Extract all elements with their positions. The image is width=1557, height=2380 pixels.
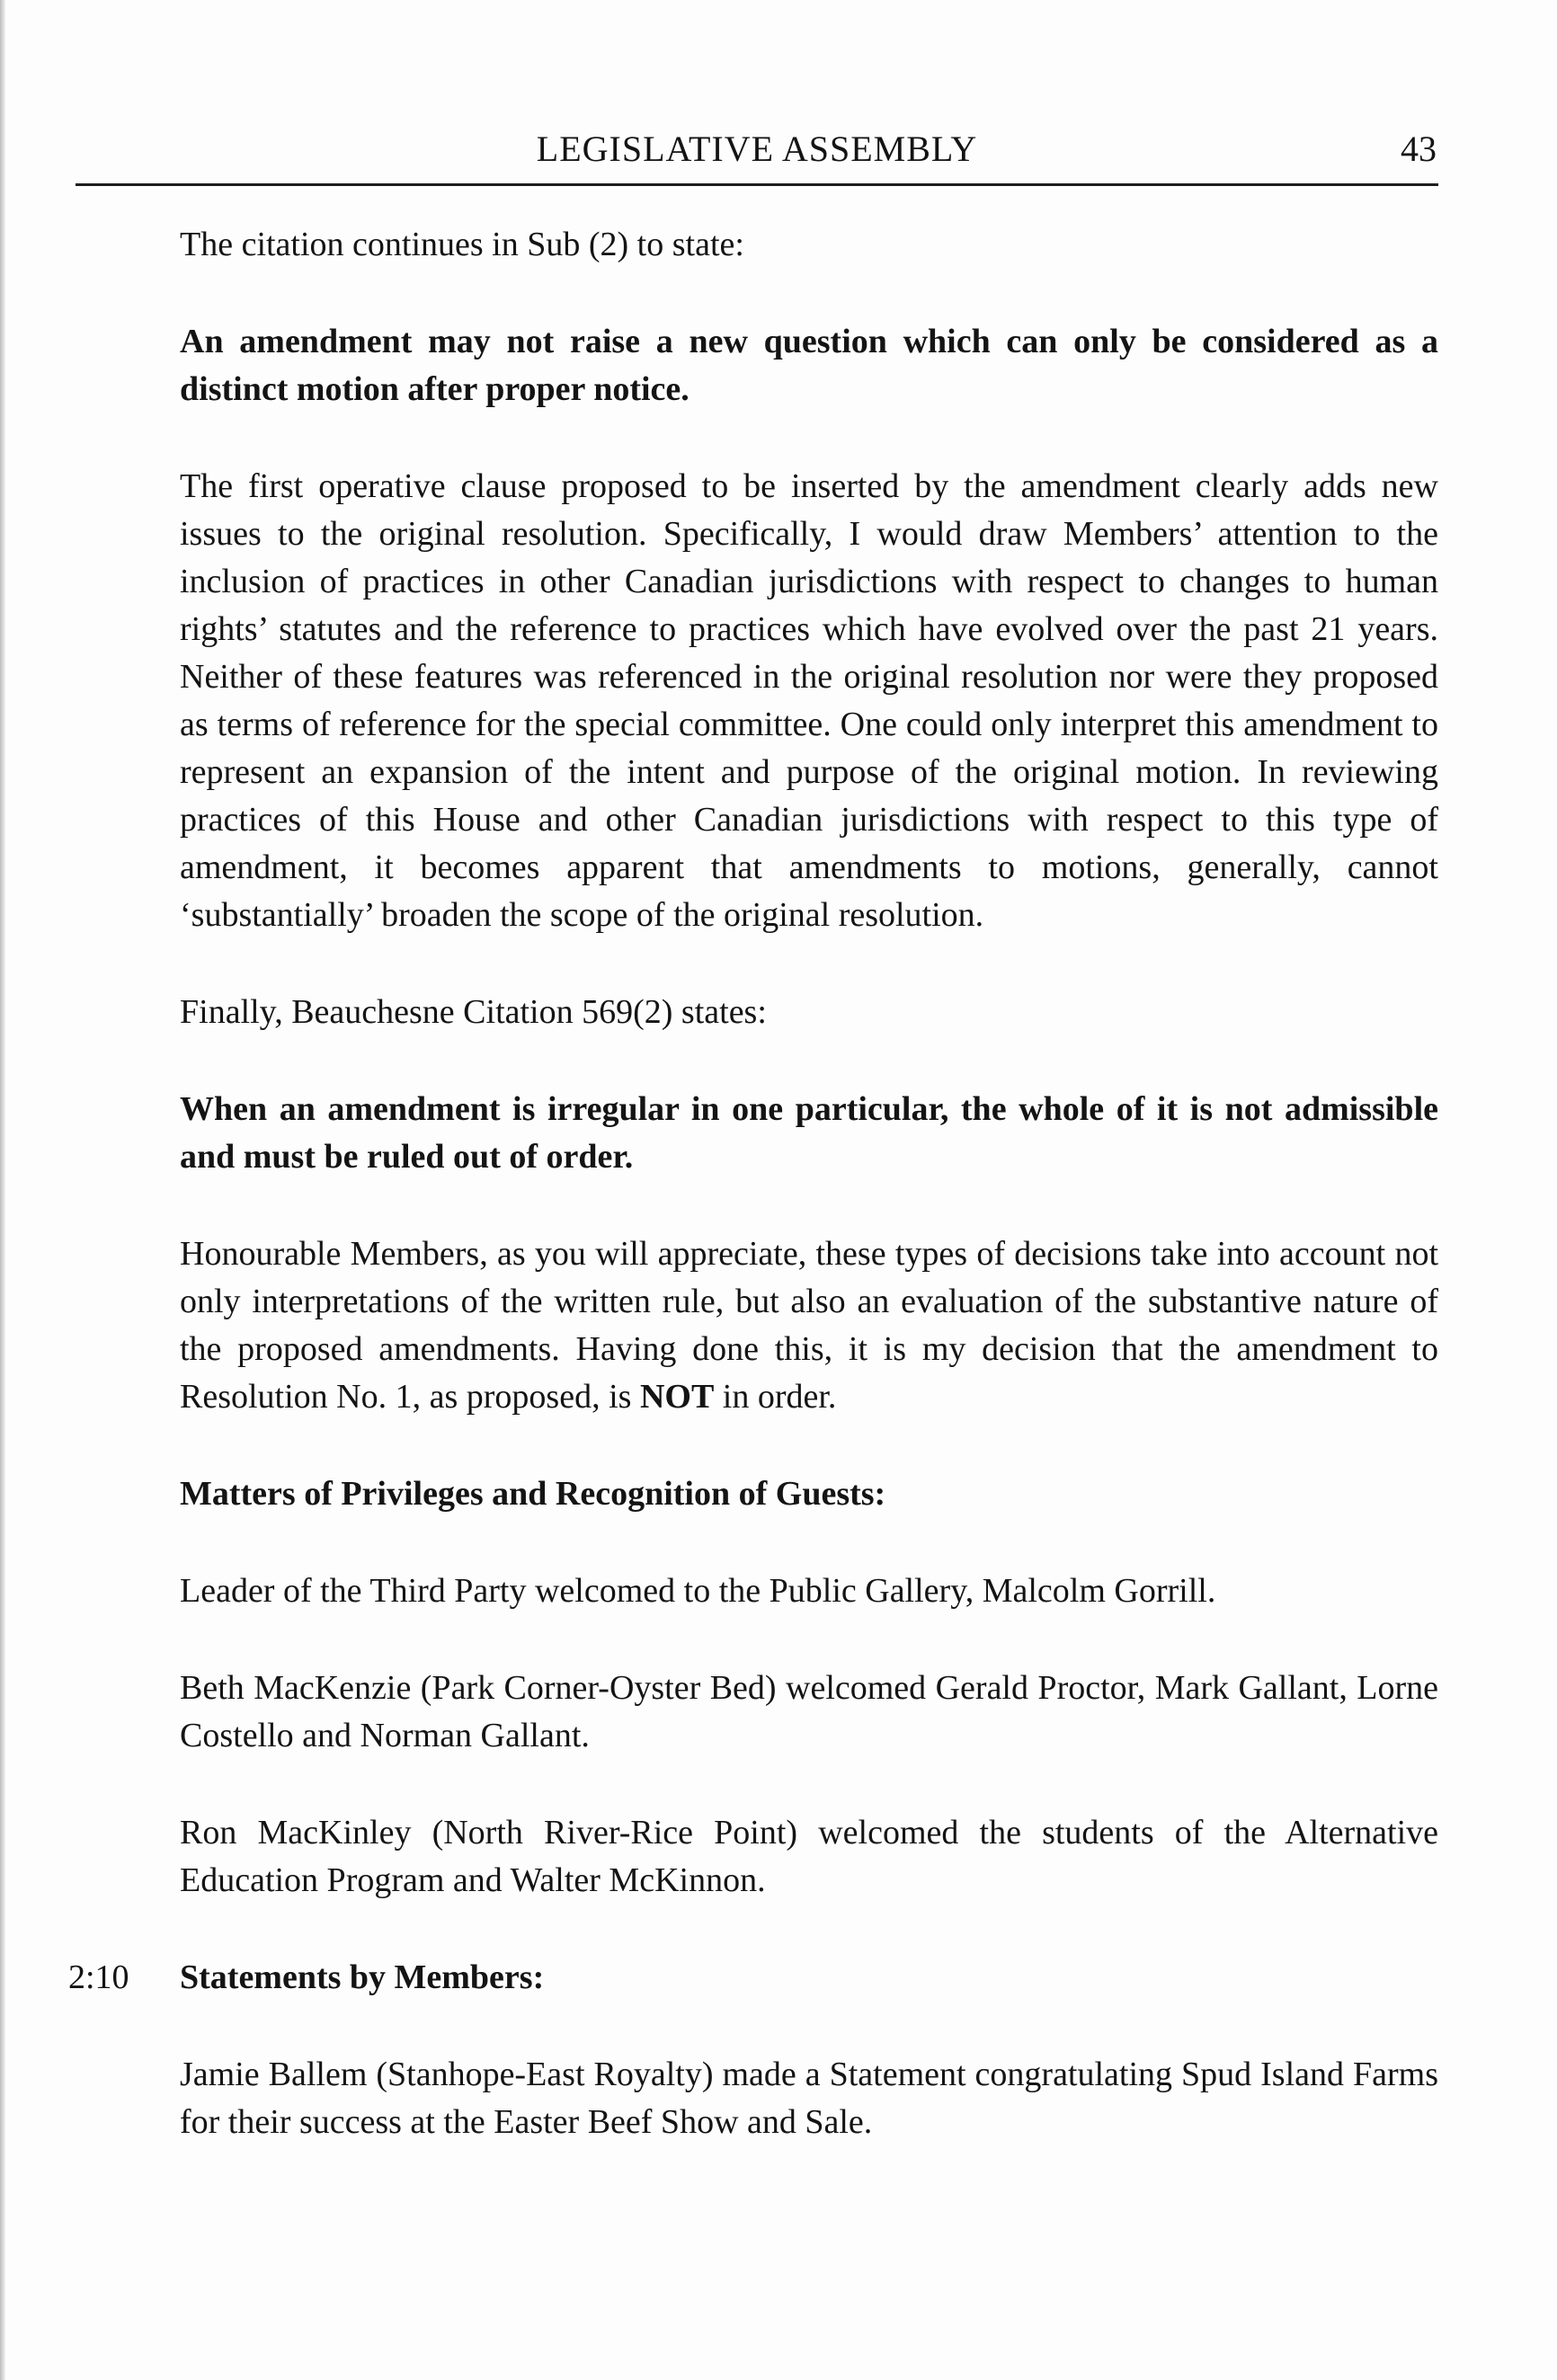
decision-emphasis: NOT — [639, 1378, 715, 1416]
decision-text-start: Honourable Members, as you will appreciate, these types of decisions take into account not only interpretations of the written rule, but also an evaluation of the substantive nature of the proposed amendments. Having done this, it is my decision that the amendment to Resolution No. 1, as proposed, is — [180, 1235, 1438, 1416]
statements-heading: Statements by Members: — [180, 1958, 545, 1996]
guest-paragraph-1: Leader of the Third Party welcomed to the Public Gallery, Malcolm Gorrill. — [180, 1572, 1216, 1610]
guest-paragraph-3: Ron MacKinley (North River-Rice Point) welcomed the students of the Alternative Education Program and Walter McKinnon. — [180, 1814, 1438, 1899]
decision-text-end: in order. — [714, 1378, 837, 1416]
statement-paragraph-1: Jamie Ballem (Stanhope-East Royalty) made a Statement congratulating Spud Island Farms for their success at the Easter Beef Show and Sale. — [180, 2056, 1438, 2141]
citation-intro-paragraph: The citation continues in Sub (2) to state: — [180, 226, 744, 263]
page-edge-shadow — [0, 0, 5, 2380]
analysis-paragraph: The first operative clause proposed to be inserted by the amendment clearly adds new issues to the original resolution. Specifically, I would draw Members’ attention to the inclusion of practices in other Canadian jurisdictions with respect to changes to human rights’ statutes and the reference to practices which have evolved over the past 21 years. Neither of these features was referenced in the original resolution nor were they proposed as terms of reference for the special committee. One could only interpret this amendment to represent an expansion of the intent and purpose of the original motion. In reviewing practices of this House and other Canadian jurisdictions with respect to this type of amendment, it becomes apparent that amendments to motions, generally, cannot ‘substantially’ broaden the scope of the original resolution. — [180, 467, 1438, 934]
time-stamp: 2:10 — [68, 1958, 129, 1996]
page-header — [76, 122, 1438, 186]
guest-paragraph-2: Beth MacKenzie (Park Corner-Oyster Bed) welcomed Gerald Proctor, Mark Gallant, Lorne Costello and Norman Gallant. — [180, 1669, 1438, 1754]
beauchesne-intro-paragraph: Finally, Beauchesne Citation 569(2) states: — [180, 993, 767, 1031]
decision-paragraph — [180, 1230, 1438, 1421]
running-title: LEGISLATIVE ASSEMBLY — [536, 129, 978, 169]
privileges-heading: Matters of Privileges and Recognition of Guests: — [180, 1475, 886, 1513]
quoted-citation-2: When an amendment is irregular in one particular, the whole of it is not admissible and must be ruled out of order. — [180, 1090, 1438, 1176]
statements-heading-row — [68, 1954, 1438, 2002]
quoted-citation-1: An amendment may not raise a new question which can only be considered as a distinct motion after proper notice. — [180, 323, 1438, 408]
page-number: 43 — [1401, 129, 1437, 169]
page-body — [68, 221, 1438, 2196]
